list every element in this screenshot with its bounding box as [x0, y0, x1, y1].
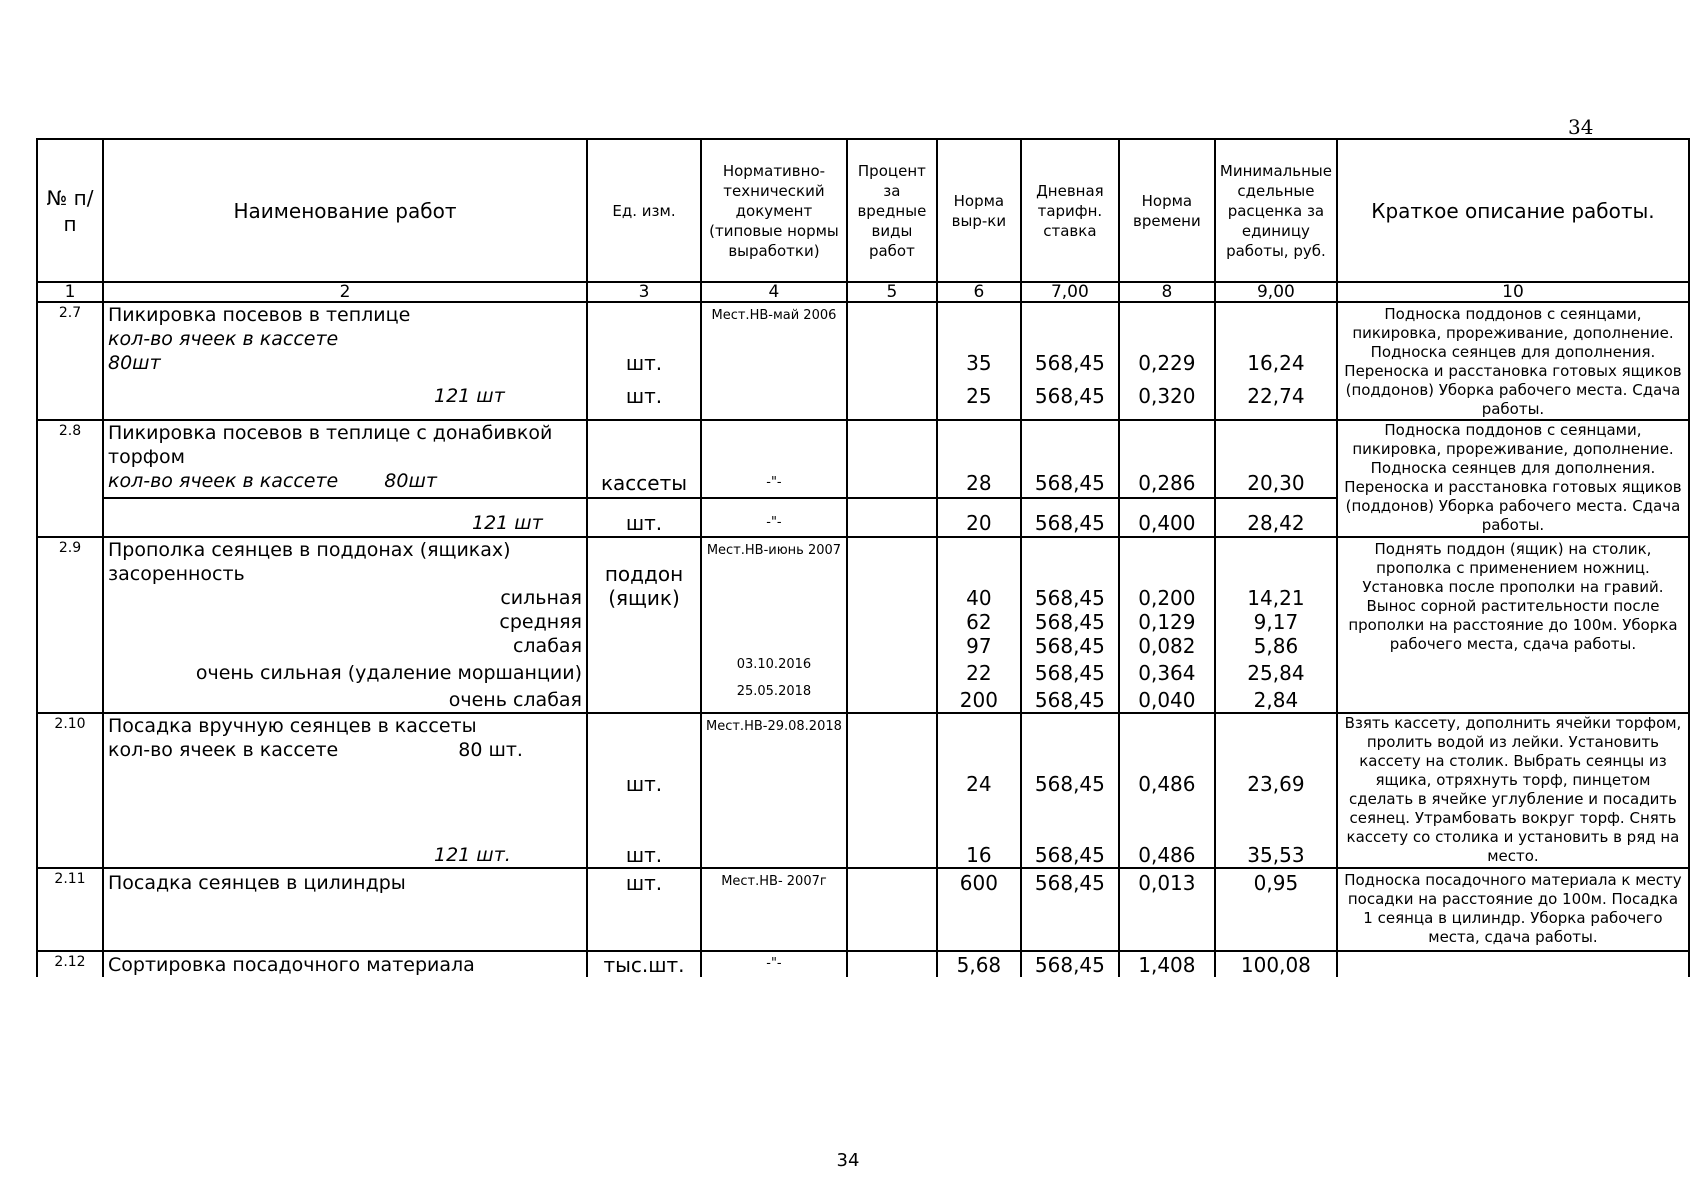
price-value: 28,42 [1247, 511, 1305, 535]
output-cell [937, 537, 1021, 713]
header-norm-time: Норма времени [1119, 139, 1215, 282]
price-cell [1215, 868, 1337, 951]
col-number: 4 [701, 282, 847, 302]
unit-value: шт. [625, 843, 663, 867]
unit-value: шт. [625, 384, 663, 408]
row-number: 2.12 [37, 951, 103, 977]
description-cell [1337, 951, 1689, 977]
time-value: 1,408 [1138, 953, 1196, 977]
work-name-line: Прополка сеянцев в поддонах (ящиках) [108, 539, 511, 561]
rate-value: 568,45 [1034, 511, 1105, 535]
work-name-line: засоренность [108, 563, 245, 585]
row-number: 2.7 [37, 302, 103, 420]
work-name-line: Пикировка посевов в теплице с донабивкой [108, 422, 553, 444]
time-cell [1119, 713, 1215, 868]
rate-value: 568,45 [1034, 688, 1105, 712]
time-cell [1119, 302, 1215, 420]
rate-value: 568,45 [1034, 772, 1105, 796]
description-cell: Подноска поддонов с сеянцами, пикировка, прореживание, дополнение. Подноска сеянцев для дополнения. Переноска и расстановка готовых ящиков (поддонов) Уборка рабочего места. Сдача работы. [1337, 420, 1689, 537]
work-name-line: средняя [499, 611, 582, 633]
output-value: 16 [966, 843, 992, 867]
output-cell [937, 420, 1021, 498]
time-cell [1119, 498, 1215, 537]
price-value: 25,84 [1247, 661, 1305, 685]
time-value: 0,320 [1138, 384, 1196, 408]
unit-cell [587, 420, 701, 498]
work-name [103, 951, 587, 977]
rate-value: 568,45 [1034, 586, 1105, 610]
doc-value: -"- [766, 956, 782, 971]
work-name [103, 420, 587, 498]
price-cell [1215, 713, 1337, 868]
unit-cell [587, 868, 701, 951]
time-value: 0,082 [1138, 634, 1196, 658]
output-value: 5,68 [956, 953, 1002, 977]
doc-value: Мест.НВ-июнь 2007 [706, 543, 842, 558]
header-rate: Дневная тарифн. ставка [1021, 139, 1119, 282]
output-value: 35 [966, 351, 992, 375]
row-number: 2.9 [37, 537, 103, 713]
rate-cell [1021, 951, 1119, 977]
unit-cell [587, 713, 701, 868]
output-value: 600 [959, 871, 998, 895]
header-row [37, 139, 1689, 282]
doc-value: 03.10.2016 [736, 657, 812, 672]
price-cell [1215, 302, 1337, 420]
output-value: 62 [966, 610, 992, 634]
col-number: 6 [937, 282, 1021, 302]
table-row [37, 868, 1689, 951]
time-cell [1119, 420, 1215, 498]
unit-value: шт. [625, 772, 663, 796]
doc-cell [701, 498, 847, 537]
percent-cell [847, 951, 937, 977]
doc-cell: Мест.НВ-29.08.2018 [701, 713, 847, 868]
output-value: 40 [966, 586, 992, 610]
work-name-line: 121 шт. [434, 844, 511, 866]
price-value: 100,08 [1240, 953, 1311, 977]
time-cell [1119, 868, 1215, 951]
unit-value: шт. [625, 511, 663, 535]
col-number: 8 [1119, 282, 1215, 302]
rate-value: 568,45 [1034, 351, 1105, 375]
work-name-line: Пикировка посевов в теплице [108, 304, 411, 326]
doc-cell: Мест.НВ-май 2006 [701, 302, 847, 420]
price-value: 16,24 [1247, 351, 1305, 375]
table-row [37, 537, 1689, 713]
price-value: 0,95 [1253, 871, 1299, 895]
price-value: 35,53 [1247, 843, 1305, 867]
header-doc: Нормативно-технический документ (типовые нормы выработки) [701, 139, 847, 282]
output-cell [937, 713, 1021, 868]
work-name-line: 80шт [108, 352, 161, 374]
col-number: 9,00 [1215, 282, 1337, 302]
header-desc: Краткое описание работы. [1337, 139, 1689, 282]
time-value: 0,129 [1138, 610, 1196, 634]
time-value: 0,040 [1138, 688, 1196, 712]
time-value: 0,486 [1138, 772, 1196, 796]
norms-table-sheet [36, 138, 1690, 977]
output-cell [937, 302, 1021, 420]
description-cell: Поднять поддон (ящик) на столик, прополка с применением ножниц. Установка после прополки на гравий. Вынос сорной растительности после прополки на расстояние до 100м. Уборка рабочего места, сдача работы. [1337, 537, 1689, 713]
work-name [103, 302, 587, 420]
rate-value: 568,45 [1034, 843, 1105, 867]
price-value: 5,86 [1253, 634, 1299, 658]
col-number: 1 [37, 282, 103, 302]
output-value: 25 [966, 384, 992, 408]
price-cell [1215, 537, 1337, 713]
work-name-text: кол-во ячеек в кассете [108, 739, 339, 761]
doc-cell [701, 951, 847, 977]
unit-value: тыс.шт. [603, 953, 685, 977]
work-name-line [108, 738, 582, 762]
rate-value: 568,45 [1034, 661, 1105, 685]
table-row [37, 420, 1689, 498]
row-number: 2.11 [37, 868, 103, 951]
time-value: 0,486 [1138, 843, 1196, 867]
time-value: 0,013 [1138, 871, 1196, 895]
work-name-line: 121 шт [472, 512, 543, 534]
output-value: 97 [966, 634, 992, 658]
unit-cell [587, 498, 701, 537]
output-cell [937, 951, 1021, 977]
col-number: 7,00 [1021, 282, 1119, 302]
row-number: 2.10 [37, 713, 103, 868]
work-name [103, 713, 587, 868]
doc-value: 25.05.2018 [736, 684, 812, 699]
work-name [103, 537, 587, 713]
rate-value: 568,45 [1034, 953, 1105, 977]
percent-cell [847, 537, 937, 713]
price-value: 14,21 [1247, 586, 1305, 610]
work-name-line: кол-во ячеек в кассете [108, 328, 339, 350]
work-name [103, 868, 587, 951]
table-row [37, 713, 1689, 868]
rate-value: 568,45 [1034, 471, 1105, 495]
output-value: 24 [966, 772, 992, 796]
unit-cell [587, 951, 701, 977]
time-cell [1119, 951, 1215, 977]
doc-value: -"- [766, 475, 782, 490]
rate-cell [1021, 498, 1119, 537]
col-number: 5 [847, 282, 937, 302]
price-value: 9,17 [1253, 610, 1299, 634]
doc-cell: Мест.НВ- 2007г [701, 868, 847, 951]
price-cell [1215, 498, 1337, 537]
unit-value: поддон [604, 562, 684, 586]
rate-cell [1021, 420, 1119, 498]
header-price: Минимальные сдельные расценка за единицу работы, руб. [1215, 139, 1337, 282]
time-value: 0,286 [1138, 471, 1196, 495]
percent-cell [847, 713, 937, 868]
page-number-bottom: 34 [836, 1150, 860, 1171]
work-name-line: очень слабая [448, 689, 582, 711]
header-name: Наименование работ [103, 139, 587, 282]
work-name-line: слабая [512, 635, 582, 657]
rate-cell [1021, 868, 1119, 951]
work-name-line: Посадка вручную сеянцев в кассеты [108, 715, 477, 737]
price-cell [1215, 420, 1337, 498]
norms-table [36, 138, 1690, 977]
price-value: 23,69 [1247, 772, 1305, 796]
time-cell [1119, 537, 1215, 713]
work-name-line: сильная [500, 587, 582, 609]
unit-value: шт. [625, 351, 663, 375]
work-name-text: 80 шт. [458, 739, 523, 761]
unit-cell [587, 302, 701, 420]
price-value: 20,30 [1247, 471, 1305, 495]
time-value: 0,364 [1138, 661, 1196, 685]
row-number: 2.8 [37, 420, 103, 537]
output-cell [937, 868, 1021, 951]
doc-cell [701, 537, 847, 713]
rate-cell [1021, 302, 1119, 420]
work-name-text: 80шт [384, 470, 437, 492]
rate-value: 568,45 [1034, 634, 1105, 658]
description-cell: Подноска поддонов с сеянцами, пикировка, прореживание, дополнение. Подноска сеянцев для дополнения. Переноска и расстановка готовых ящиков (поддонов) Уборка рабочего места. Сдача работы. [1337, 302, 1689, 420]
unit-value: кассеты [600, 471, 688, 495]
work-name-line [108, 469, 582, 493]
price-value: 2,84 [1253, 688, 1299, 712]
time-value: 0,229 [1138, 351, 1196, 375]
work-name-line: 121 шт [434, 385, 505, 407]
header-percent: Процент за вредные виды работ [847, 139, 937, 282]
description-cell: Подноска посадочного материала к месту посадки на расстояние до 100м. Посадка 1 сеянца в цилиндр. Уборка рабочего места, сдача работы. [1337, 868, 1689, 951]
column-numbers-row [37, 282, 1689, 302]
work-name-text: кол-во ячеек в кассете [108, 470, 339, 492]
page-number-top: 34 [1568, 115, 1594, 139]
unit-value: (ящик) [608, 586, 680, 610]
table-row [37, 951, 1689, 977]
rate-value: 568,45 [1034, 384, 1105, 408]
col-number: 3 [587, 282, 701, 302]
description-cell: Взять кассету, дополнить ячейки торфом, пролить водой из лейки. Установить кассету на столик. Выбрать сеянцы из ящика, отряхнуть торф, пинцетом сделать в ячейке углубление и посадить сеянец. Утрамбовать вокруг торф. Снять кассету со столика и установить в ряд на место. [1337, 713, 1689, 868]
output-value: 28 [966, 471, 992, 495]
doc-cell [701, 420, 847, 498]
percent-cell [847, 868, 937, 951]
col-number: 2 [103, 282, 587, 302]
time-value: 0,200 [1138, 586, 1196, 610]
rate-value: 568,45 [1034, 610, 1105, 634]
unit-cell [587, 537, 701, 713]
output-value: 22 [966, 661, 992, 685]
unit-value: шт. [625, 871, 663, 895]
output-value: 20 [966, 511, 992, 535]
table-row [37, 302, 1689, 420]
work-name-line: торфом [108, 446, 185, 468]
percent-cell [847, 498, 937, 537]
work-name-line: Сортировка посадочного материала [108, 954, 475, 976]
header-norm-output: Норма выр-ки [937, 139, 1021, 282]
price-cell [1215, 951, 1337, 977]
work-name-line: Посадка сеянцев в цилиндры [108, 872, 406, 894]
percent-cell [847, 420, 937, 498]
output-cell [937, 498, 1021, 537]
rate-cell [1021, 713, 1119, 868]
percent-cell [847, 302, 937, 420]
doc-value: -"- [766, 515, 782, 530]
price-value: 22,74 [1247, 384, 1305, 408]
work-name-line: очень сильная (удаление моршанции) [195, 662, 582, 684]
rate-cell [1021, 537, 1119, 713]
output-value: 200 [959, 688, 998, 712]
time-value: 0,400 [1138, 511, 1196, 535]
work-name [103, 498, 587, 537]
header-no: № п/п [37, 139, 103, 282]
rate-value: 568,45 [1034, 871, 1105, 895]
header-unit: Ед. изм. [587, 139, 701, 282]
col-number: 10 [1337, 282, 1689, 302]
